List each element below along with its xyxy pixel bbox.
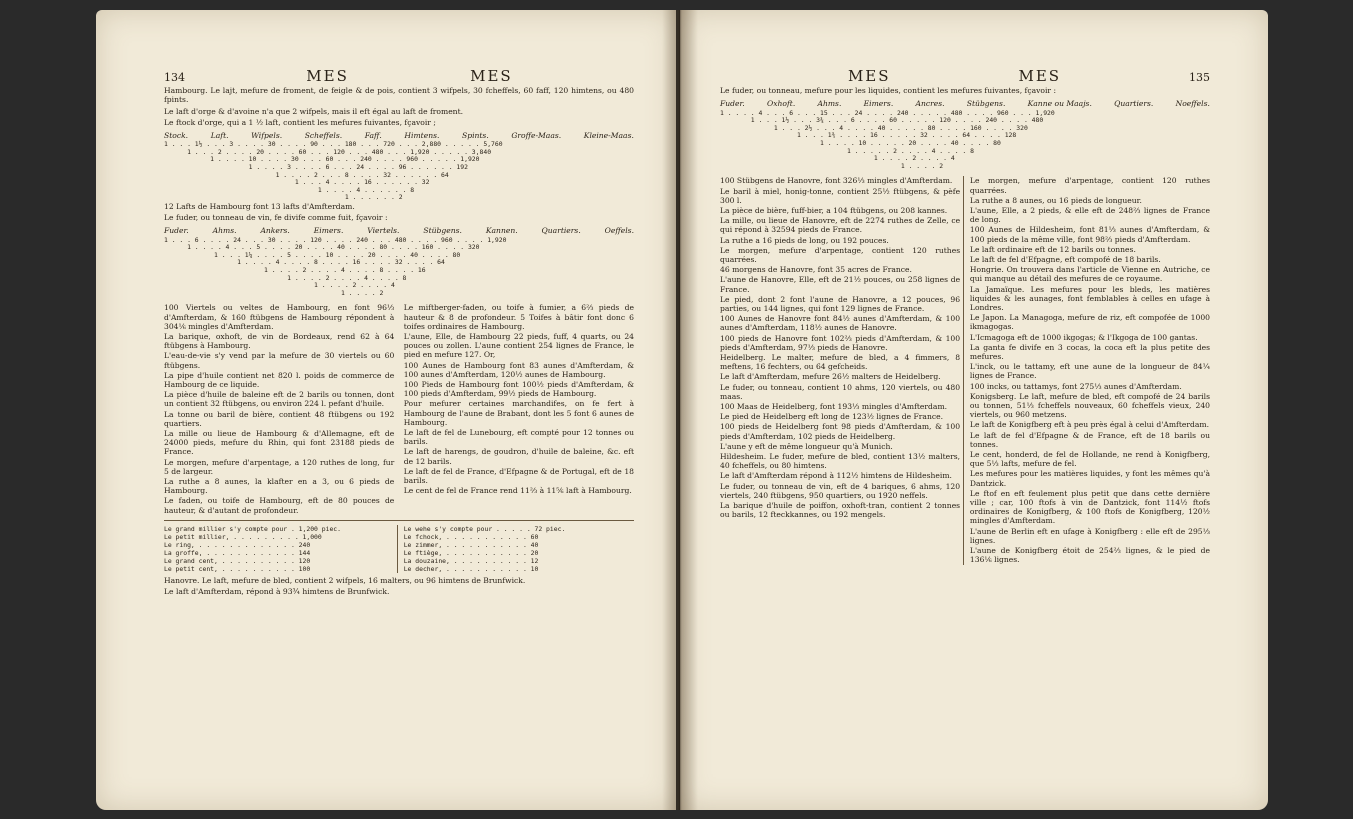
body-paragraph: 100 Stübgens de Hanovre, font 326⅓ mingles d'Amfterdam. — [720, 176, 953, 186]
right-head-word-1: MES — [847, 67, 891, 85]
table-row: 1 . . . . 4 . . . . 8 . . . . 16 . . . . 32 . . . . 64 — [164, 258, 445, 267]
table-row: 1 . . . . 2 . . . . 4 — [720, 154, 955, 163]
body-paragraph: 100 Maas de Heidelberg, font 193⅓ mingles d'Amfterdam. — [720, 402, 948, 412]
body-paragraph: Pour mefurer certaines marchandifes, on fe fert à Hambourg de l'aune de Brabant, dont les 5 font 6 aunes de Hambourg. — [403, 399, 634, 427]
body-paragraph: Hongrie. On trouvera dans l'article de Vienne en Autriche, ce qui manque au détail des mefures de ce royaume. — [969, 265, 1210, 284]
column-header: Laft. — [210, 131, 229, 141]
table-row: 1 . . . 2½ . . . 4 . . . . 40 . . . . . 80 . . . . 160 . . . . 320 — [720, 123, 1028, 132]
fuder-intro: Le fuder, ou tonneau de vin, fe divife comme fuit, fçavoir : — [164, 213, 388, 223]
body-paragraph: La mille, ou lieue de Hanovre, eft de 2274 ruthes de Zelle, ce qui répond à 32594 pieds de France. — [720, 216, 961, 235]
fuder-table-header — [164, 226, 634, 235]
list-item: La groffe, . . . . . . . . . . . . 144 — [164, 548, 311, 557]
table-row: 1 . . . . . . 2 — [164, 193, 403, 202]
body-paragraph: Le morgen, mefure d'arpentage, contient 120 ruthes quarrées. — [969, 176, 1210, 195]
body-paragraph: Heidelberg. Le malter, mefure de bled, a 4 fimmers, 8 meftens, 16 fechters, ou 64 gefcheids. — [720, 353, 961, 372]
body-paragraph: Le laft de fel de Lunebourg, eft compté pour 12 tonnes ou barils. — [403, 427, 634, 447]
fuder-table — [164, 237, 634, 298]
last-line: Le laft d'Amfterdam, répond à 93¾ himtens de Brunfwick. — [164, 587, 390, 596]
table-row: 1 . . . . . 2 . . . . 4 . . . . 8 — [720, 146, 974, 155]
column-header: Faff. — [364, 131, 382, 141]
table-row: 1 . . . . 10 . . . . . 20 . . . . 40 . . . . 80 — [720, 138, 1001, 147]
table-row: 1 . . . . 2 — [164, 288, 384, 297]
table-row: 1 . . . 1½ . . . 3¾ . . . 6 . . . . 60 . . . . . 120 . . . . 240 . . . . 480 — [720, 116, 1044, 125]
book-gutter — [662, 10, 698, 810]
body-paragraph: Le laft de fel de France, d'Efpagne & de Portugal, eft de 18 barils. — [403, 466, 634, 485]
table-row: 1 . . . . 2 . . . . 4 . . . . 8 . . . . 16 — [164, 265, 426, 274]
column-header: Fuder. — [164, 226, 189, 236]
body-paragraph: Le cent, honderd, de fel de Hollande, ne rend à Konigfberg, que 5⅓ lafts, mefure de fel. — [969, 450, 1210, 469]
body-paragraph: La pièce de bière, fuff-bier, a 104 ftübgens, ou 208 kannes. — [720, 205, 948, 215]
count-list-a — [164, 525, 394, 573]
body-paragraph: La ganta fe divife en 3 cocas, la coca eft la plus petite des mefures. — [969, 342, 1210, 362]
column-header: Noeffels. — [1175, 99, 1210, 109]
divider — [164, 520, 634, 521]
column-header: Spints. — [462, 131, 489, 141]
body-paragraph: 100 Pieds de Hambourg font 100½ pieds d'Amfterdam, & 100 pieds d'Amfterdam, 99½ pieds de Hambourg. — [403, 379, 634, 399]
body-paragraph: La Jamaïque. Les mefures pour les bleds, les matières liquides & les aunages, font femblables à celles en ufage à Londres. — [969, 284, 1210, 312]
left-two-columns — [164, 303, 634, 515]
column-header: Oeffels. — [604, 226, 634, 236]
body-paragraph: La barique, oxhoft, de vin de Bordeaux, rend 62 à 64 ftübgens à Hambourg. — [164, 331, 395, 351]
body-paragraph: 100 Aunes de Hambourg font 83 aunes d'Amfterdam, & 100 aunes d'Amfterdam, 120½ aunes de Hambourg. — [403, 360, 634, 379]
table-row: 1 . . . 1½ . . . 3 . . . . 30 . . . . 90 . . . 180 . . . 720 . . . 2,880 . . . . . 5,760 — [164, 140, 503, 149]
body-paragraph: L'aune de Hanovre, Elle, eft de 21½ pouces, ou 258 lignes de France. — [720, 275, 961, 294]
column-header: Stock. — [164, 131, 189, 141]
body-paragraph: L'Icmagoga eft de 1000 ikgogas; & l'Ikgoga de 100 gantas. — [969, 332, 1198, 342]
column-header: Ahms. — [212, 226, 237, 236]
left-page-content — [164, 67, 634, 598]
left-running-head — [164, 67, 634, 85]
body-paragraph: La tonne ou baril de bière, contient 48 ftübgens ou 192 quartiers. — [164, 409, 395, 428]
table-row: 1 . . . 2 . . . . 20 . . . . 60 . . . 120 . . . 480 . . . 1,920 . . . . . 3,840 — [164, 147, 492, 156]
column-header: Ankers. — [260, 226, 290, 236]
column-header: Quartiers. — [541, 226, 581, 236]
body-paragraph: Le laft de harengs, de goudron, d'huile de baleine, &c. eft de 12 barils. — [403, 447, 634, 466]
body-paragraph: La ruthe a 16 pieds de long, ou 192 pouces. — [720, 235, 889, 245]
left-page-number: 134 — [164, 71, 185, 84]
intro-paragraph: Le fuder, ou tonneau, mefure pour les liquides, contient les mefures fuivantes, fçavoir : — [720, 86, 1057, 96]
body-paragraph: L'aune, Elle, a 2 pieds, & elle eft de 248⅔ lignes de France de long. — [969, 205, 1210, 225]
left-head-word-2: MES — [470, 67, 513, 85]
list-item: Le decher, . . . . . . . . . . . 10 — [403, 564, 539, 573]
body-paragraph: Le laft ordinaire eft de 12 barils ou tonnes. — [969, 244, 1136, 254]
table-row: 1 . . . . 4 . . . . . . 8 — [164, 185, 415, 194]
left-column-b — [404, 303, 634, 515]
table-row: 1 . . . 6 . . . . 24 . . . 30 . . . . 120 . . . . 240 . . . 480 . . . . 960 . . . . 1,920 — [164, 235, 507, 244]
body-paragraph: La barique d'huile de poiffon, oxhoft-tran, contient 2 tonnes ou barils, 12 fteckkannes, ou 192 mengels. — [720, 501, 961, 520]
intro-paragraph: Hambourg. Le lajt, mefure de froment, de feigle & de pois, contient 3 wifpels, 30 fcheffels, 60 faff, 120 himtens, ou 480 fpints. — [164, 86, 634, 105]
body-paragraph: La ruthe a 8 aunes, ou 16 pieds de longueur. — [969, 195, 1142, 205]
column-header: Quartiers. — [1114, 99, 1154, 109]
open-book — [96, 10, 1268, 815]
right-column-a — [720, 176, 960, 565]
column-header: Ahms. — [817, 99, 842, 109]
count-lists — [164, 525, 634, 573]
stock-table-header — [164, 131, 634, 140]
column-header: Scheffels. — [304, 131, 343, 141]
column-header: Kleine-Maas. — [583, 131, 634, 141]
body-paragraph: 100 Aunes de Hildesheim, font 81⅓ aunes d'Amfterdam, & 100 pieds de la même ville, font 98⅔ pieds d'Amfterdam. — [969, 225, 1210, 244]
column-header: Fuder. — [720, 99, 745, 109]
table-row: 1 . . . . 2 — [720, 161, 944, 170]
list-item: Le zimmer, . . . . . . . . . . . 40 — [403, 540, 539, 549]
body-paragraph: 100 incks, ou tattamys, font 275⅓ aunes d'Amfterdam. — [969, 381, 1182, 391]
column-header: Eimers. — [863, 99, 894, 109]
list-item: Le petit cent, . . . . . . . . . . 100 — [164, 564, 311, 573]
body-paragraph: Le laft d'Amfterdam répond à 112½ himtens de Hildesheim. — [720, 471, 952, 481]
body-paragraph: Le fuder, ou tonneau, contient 10 ahms, 120 viertels, ou 480 maas. — [720, 382, 961, 401]
list-item: Le fchock, . . . . . . . . . . . 60 — [403, 532, 539, 541]
body-paragraph: 100 Aunes de Hanovre font 84½ aunes d'Amfterdam, & 100 aunes d'Amfterdam, 118½ aunes de Hanovre. — [720, 314, 961, 333]
table-row: 1 . . . . 3 . . . . 6 . . . 24 . . . . 96 . . . . . . 192 — [164, 163, 468, 171]
body-paragraph: Le morgen, mefure d'arpentage, a 120 ruthes de long, fur 5 de largeur. — [164, 457, 395, 476]
right-column-b — [963, 176, 1210, 565]
body-paragraph: La pièce d'huile de baleine eft de 2 barils ou tonnen, dont un contient 32 ftübgens, ou environ 224 l. pefant d'huile. — [164, 390, 395, 409]
body-paragraph: 46 morgens de Hanovre, font 35 acres de France. — [720, 265, 912, 275]
body-paragraph: L'eau-de-vie s'y vend par la mefure de 30 viertels ou 60 ftübgens. — [164, 351, 395, 370]
table-row: 1 . . . 1⅗ . . . . 16 . . . . . 32 . . . . 64 . . . . 128 — [720, 131, 1017, 140]
body-paragraph: Le laft d'Amfterdam, mefure 26½ malters de Heidelberg. — [720, 372, 941, 382]
body-paragraph: 100 Viertels ou veltes de Hambourg, en font 96⅓ d'Amfterdam, & 160 ftübgens de Hambourg répondent à 304⅙ mingles d'Amfterdam. — [164, 303, 395, 331]
lasts-note: 12 Lafts de Hambourg font 13 lafts d'Amfterdam. — [164, 201, 355, 211]
body-paragraph: L'aune de Berlin eft en ufage à Konigfberg : elle eft de 295⅓ lignes. — [969, 526, 1210, 545]
list-item: Le ring, . . . . . . . . . . . . . 240 — [164, 540, 311, 549]
body-paragraph: La mille ou lieue de Hambourg & d'Allemagne, eft de 24000 pieds, mefure du Rhin, qui font 23188 pieds de France. — [164, 428, 395, 457]
column-header: Stübgens. — [423, 226, 462, 236]
list-item: Le wehe s'y compte pour . . . . . 72 piec. — [403, 524, 566, 533]
body-paragraph: Le Japon. La Managoga, mefure de riz, eft compofée de 1000 ikmagogas. — [969, 313, 1210, 332]
table-row: 1 . . . 4 . . . . 16 . . . . . . 32 — [164, 178, 430, 187]
body-paragraph: Le pied de Heidelberg eft long de 123½ lignes de France. — [720, 412, 943, 422]
body-paragraph: Le faden, ou toife de Hambourg, eft de 80 pouces de hauteur, & d'autant de profondeur. — [164, 496, 395, 515]
right-running-head — [720, 67, 1210, 85]
body-paragraph: Le laft de fel d'Efpagne & de France, eft de 18 barils ou tonnes. — [969, 430, 1210, 449]
table-row: 1 . . . . 10 . . . . 30 . . . 60 . . . 240 . . . . 960 . . . . . 1,920 — [164, 155, 480, 164]
column-header: Stübgens. — [966, 99, 1006, 109]
body-paragraph: Le fuder, ou tonneau de vin, eft de 4 bariques, 6 ahms, 120 viertels, 240 ftübgens, 950 quartiers, ou 1920 neffels. — [720, 481, 961, 500]
body-paragraph: Le baril à miel, honig-tonne, contient 25½ ftübgens, & pèfe 300 l. — [720, 186, 961, 205]
fuder-table — [720, 110, 1210, 171]
body-paragraph: L'inck, ou le tattamy, eft une aune de la longueur de 84¼ lignes de France. — [969, 362, 1210, 381]
column-header: Ancres. — [915, 99, 945, 109]
body-paragraph: L'aune y eft de même longueur qu'à Munich. — [720, 441, 893, 451]
count-list-b — [397, 525, 634, 573]
body-paragraph: Le cent de fel de France rend 11⅔ à 11⅚ laft à Hambourg. — [403, 486, 632, 496]
body-paragraph: Le laft de Konigfberg eft à peu près égal à celui d'Amfterdam. — [969, 420, 1210, 430]
left-column-a — [164, 303, 394, 515]
body-paragraph: 100 pieds de Heidelberg font 98 pieds d'Amfterdam, & 100 pieds d'Amfterdam, 102 pieds de Heidelberg. — [720, 422, 961, 441]
right-page-number: 135 — [1189, 71, 1210, 84]
fuder-table-header — [720, 99, 1210, 108]
column-header: Kanne ou Maajs. — [1027, 99, 1092, 109]
table-row: 1 . . . . 4 . . . 5 . . . . 20 . . . . 40 . . . . 80 . . . . 160 . . . . 320 — [164, 243, 480, 252]
column-header: Viertels. — [367, 226, 400, 236]
body-paragraph: L'aune de Konigfberg étoit de 254⅔ lignes, & le pied de 136⅙ lignes. — [969, 546, 1210, 565]
table-row: 1 . . . . 4 . . . 6 . . . 15 . . . 24 . . . . 240 . . . . . 480 . . . . 960 . . . 1,920 — [720, 108, 1055, 117]
column-header: Wifpels. — [251, 131, 283, 141]
stock-table — [164, 141, 634, 202]
column-header: Oxhoft. — [766, 99, 796, 109]
body-paragraph: L'aune, Elle, de Hambourg 22 pieds, fuff, 4 quarts, ou 24 pouces ou zollen. L'aune contient 254 lignes de France, le pied en mefure 127. Or, — [403, 331, 634, 360]
table-row: 1 . . . . 2 . . . 8 . . . . 32 . . . . . . 64 — [164, 170, 449, 179]
column-header: Kannen. — [485, 226, 518, 236]
table-row: 1 . . . . 2 . . . . 4 — [164, 281, 395, 290]
body-paragraph: Le laft de fel d'Efpagne, eft compofé de 18 barils. — [969, 254, 1161, 264]
column-header: Eimers. — [313, 226, 344, 236]
column-header: Himtens. — [404, 131, 440, 141]
body-paragraph: La pipe d'huile contient net 820 l. poids de commerce de Hambourg de ce liquide. — [164, 370, 395, 389]
right-page-content — [720, 67, 1210, 565]
list-item: Le petit millier, . . . . . . . . . 1,000 — [164, 532, 322, 541]
right-two-columns — [720, 176, 1210, 565]
list-item: Le ftiège, . . . . . . . . . . . 20 — [403, 548, 539, 557]
body-paragraph: La ruthe a 8 aunes, la klafter en a 3, ou 6 pieds de Hambourg. — [164, 476, 395, 496]
left-page — [96, 10, 676, 810]
left-head-word-1: MES — [306, 67, 349, 85]
body-paragraph: Le pied, dont 2 font l'aune de Hanovre, a 12 pouces, 96 parties, ou 144 lignes, qui font 129 lignes de France. — [720, 294, 961, 313]
body-paragraph: 100 pieds de Hanovre font 102⅔ pieds d'Amfterdam, & 100 pieds d'Amfterdam, 97⅓ pieds de Hanovre. — [720, 333, 961, 352]
list-item: La douzaine, . . . . . . . . . . 12 — [403, 556, 539, 565]
body-paragraph: Le miftberger-faden, ou toife à fumier, a 6⅔ pieds de hauteur & 8 de profondeur. 5 Toifes à bâtir font donc 6 toifes ordinaires de Hambourg. — [403, 303, 634, 331]
list-item: Le grand millier s'y compte pour . 1,200 piec. — [164, 524, 341, 533]
intro-paragraph: Le ftock d'orge, qui a 1 ½ laft, contient les mefures fuivantes, fçavoir ; — [164, 117, 436, 127]
list-item: Le grand cent, . . . . . . . . . . 120 — [164, 556, 311, 565]
table-row: 1 . . . . 2 . . . . 4 . . . . 8 — [164, 273, 407, 282]
body-paragraph: Le morgen, mefure d'arpentage, contient 120 ruthes quarrées. — [720, 245, 961, 264]
body-paragraph: Hildesheim. Le fuder, mefure de bled, contient 13½ malters, 40 fcheffels, ou 80 himtens. — [720, 452, 961, 471]
table-row: 1 . . . 1¼ . . . . 5 . . . . 10 . . . . 20 . . . . 40 . . . . 80 — [164, 250, 461, 259]
right-page — [680, 10, 1268, 810]
hanovre-paragraph: Hanovre. Le laft, mefure de bled, contient 2 wifpels, 16 malters, ou 96 himtens de Brunfwick. — [164, 575, 526, 585]
body-paragraph: Les mefures pour les matières liquides, y font les mêmes qu'à Dantzick. — [969, 469, 1210, 488]
intro-paragraph: Le laft d'orge & d'avoine n'a que 2 wifpels, mais il eft égal au laft de froment. — [164, 106, 464, 116]
body-paragraph: Konigsberg. Le laft, mefure de bled, eft compofé de 24 barils ou tonnen, 51⅓ fcheffels nouveaux, 60 fcheffels vieux, 240 viertels, ou 960 metzens. — [969, 391, 1210, 420]
column-header: Groffe-Maas. — [511, 131, 562, 141]
body-paragraph: Le ftof en eft feulement plus petit que dans cette dernière ville ; car, 100 ftofs à vin de Dantzick, font 114½ ftofs ordinaires de Konigfberg, & 100 ftofs de Konigfberg, 120½ mingles d'Amfterdam. — [969, 488, 1210, 526]
right-head-word-2: MES — [1018, 67, 1062, 85]
